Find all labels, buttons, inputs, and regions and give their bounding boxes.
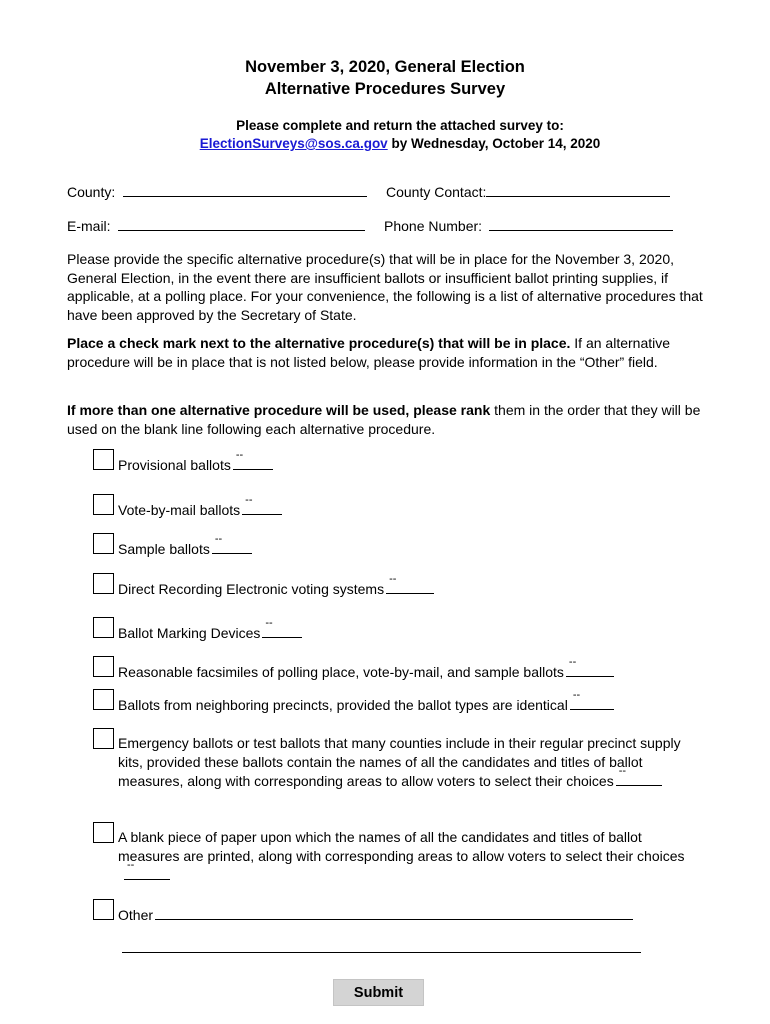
other-input-line-2[interactable] [122,950,641,953]
checkmark-instruction-rest: If an alternative procedure will be in place that is not listed below, please provide information in the “Other” field. [67,335,671,370]
option-label: Ballots from neighboring precincts, provided the ballot types are identical [118,697,568,713]
checkbox-reasonable-facsimiles[interactable] [93,656,114,677]
option-label: A blank piece of paper upon which the names of all the candidates and titles of ballot measures are printed, along with corresponding areas to allow voters to select their choices [118,829,685,864]
rank-line[interactable] [262,623,302,638]
rank-line[interactable] [233,455,273,470]
rank-line[interactable] [386,579,434,594]
email-link[interactable]: ElectionSurveys@sos.ca.gov [199,136,388,151]
rank-instruction-bold: If more than one alternative procedure will be used, please rank [67,402,491,418]
phone-input-line[interactable] [489,218,673,231]
option-label: Provisional ballots [118,457,231,473]
checkbox-neighboring-precincts[interactable] [93,689,114,710]
checkbox-ballot-marking-devices[interactable] [93,617,114,638]
option-label: Reasonable facsimiles of polling place, vote-by-mail, and sample ballots [118,664,564,680]
checkbox-sample-ballots[interactable] [93,533,114,554]
option-label: Ballot Marking Devices [118,625,261,641]
checkbox-emergency-ballots[interactable] [93,728,114,749]
rank-instruction-rest: them in the order that they will be used on the blank line following each alternative procedure. [67,402,701,437]
email-label: E-mail: [67,218,111,234]
option-label: Emergency ballots or test ballots that many counties include in their regular precinct supply kits, provided these ballots contain the names of all the candidates and titles of ballot measures, along with corresponding areas to allow voters to select their choices [118,735,681,789]
checkbox-other[interactable] [93,899,114,920]
county-contact-input-line[interactable] [486,184,670,197]
option-label: Vote-by-mail ballots [118,502,241,518]
rank-line[interactable] [570,695,614,710]
submit-button[interactable]: Submit [333,979,424,1006]
county-contact-field[interactable] [386,183,670,201]
checkmark-instruction-bold: Place a check mark next to the alternative procedure(s) that will be in place. [67,335,571,351]
deadline-text: by Wednesday, October 14, 2020 [387,136,601,151]
other-input-line[interactable] [155,905,633,920]
county-contact-label: County Contact: [386,184,487,200]
checkmark-paragraph [67,334,712,371]
other-label: Other [118,907,154,923]
checkbox-provisional-ballots[interactable] [93,449,114,470]
rank-paragraph [67,401,712,438]
county-label: County: [67,184,116,200]
checkbox-dre-voting-systems[interactable] [93,573,114,594]
checkbox-vote-by-mail-ballots[interactable] [93,494,114,515]
option-label: Direct Recording Electronic voting systems [118,581,385,597]
rank-line[interactable] [242,500,282,515]
email-input-line[interactable] [118,218,365,231]
email-field[interactable] [67,217,365,235]
phone-field[interactable] [384,217,673,235]
phone-label: Phone Number: [384,218,483,234]
return-instruction: Please complete and return the attached survey to: [236,118,564,133]
rank-line[interactable] [212,539,252,554]
checkbox-blank-paper[interactable] [93,822,114,843]
return-address-line [0,135,770,153]
page-title: November 3, 2020, General Election [245,58,525,76]
rank-line[interactable] [616,771,662,786]
county-field[interactable] [67,183,367,201]
county-input-line[interactable] [123,184,367,197]
rank-line[interactable] [566,662,614,677]
rank-line[interactable] [124,865,170,880]
option-label: Sample ballots [118,541,210,557]
page-subtitle: Alternative Procedures Survey [264,80,506,98]
intro-paragraph: Please provide the specific alternative procedure(s) that will be in place for the November 3, 2020, General Election, in the event there are insufficient ballots or insufficient ballot printing supplies, if applicable, at a polling place. For your convenience, the following is a list of alternative procedures that have been approved by the Secretary of State. [67,251,703,323]
